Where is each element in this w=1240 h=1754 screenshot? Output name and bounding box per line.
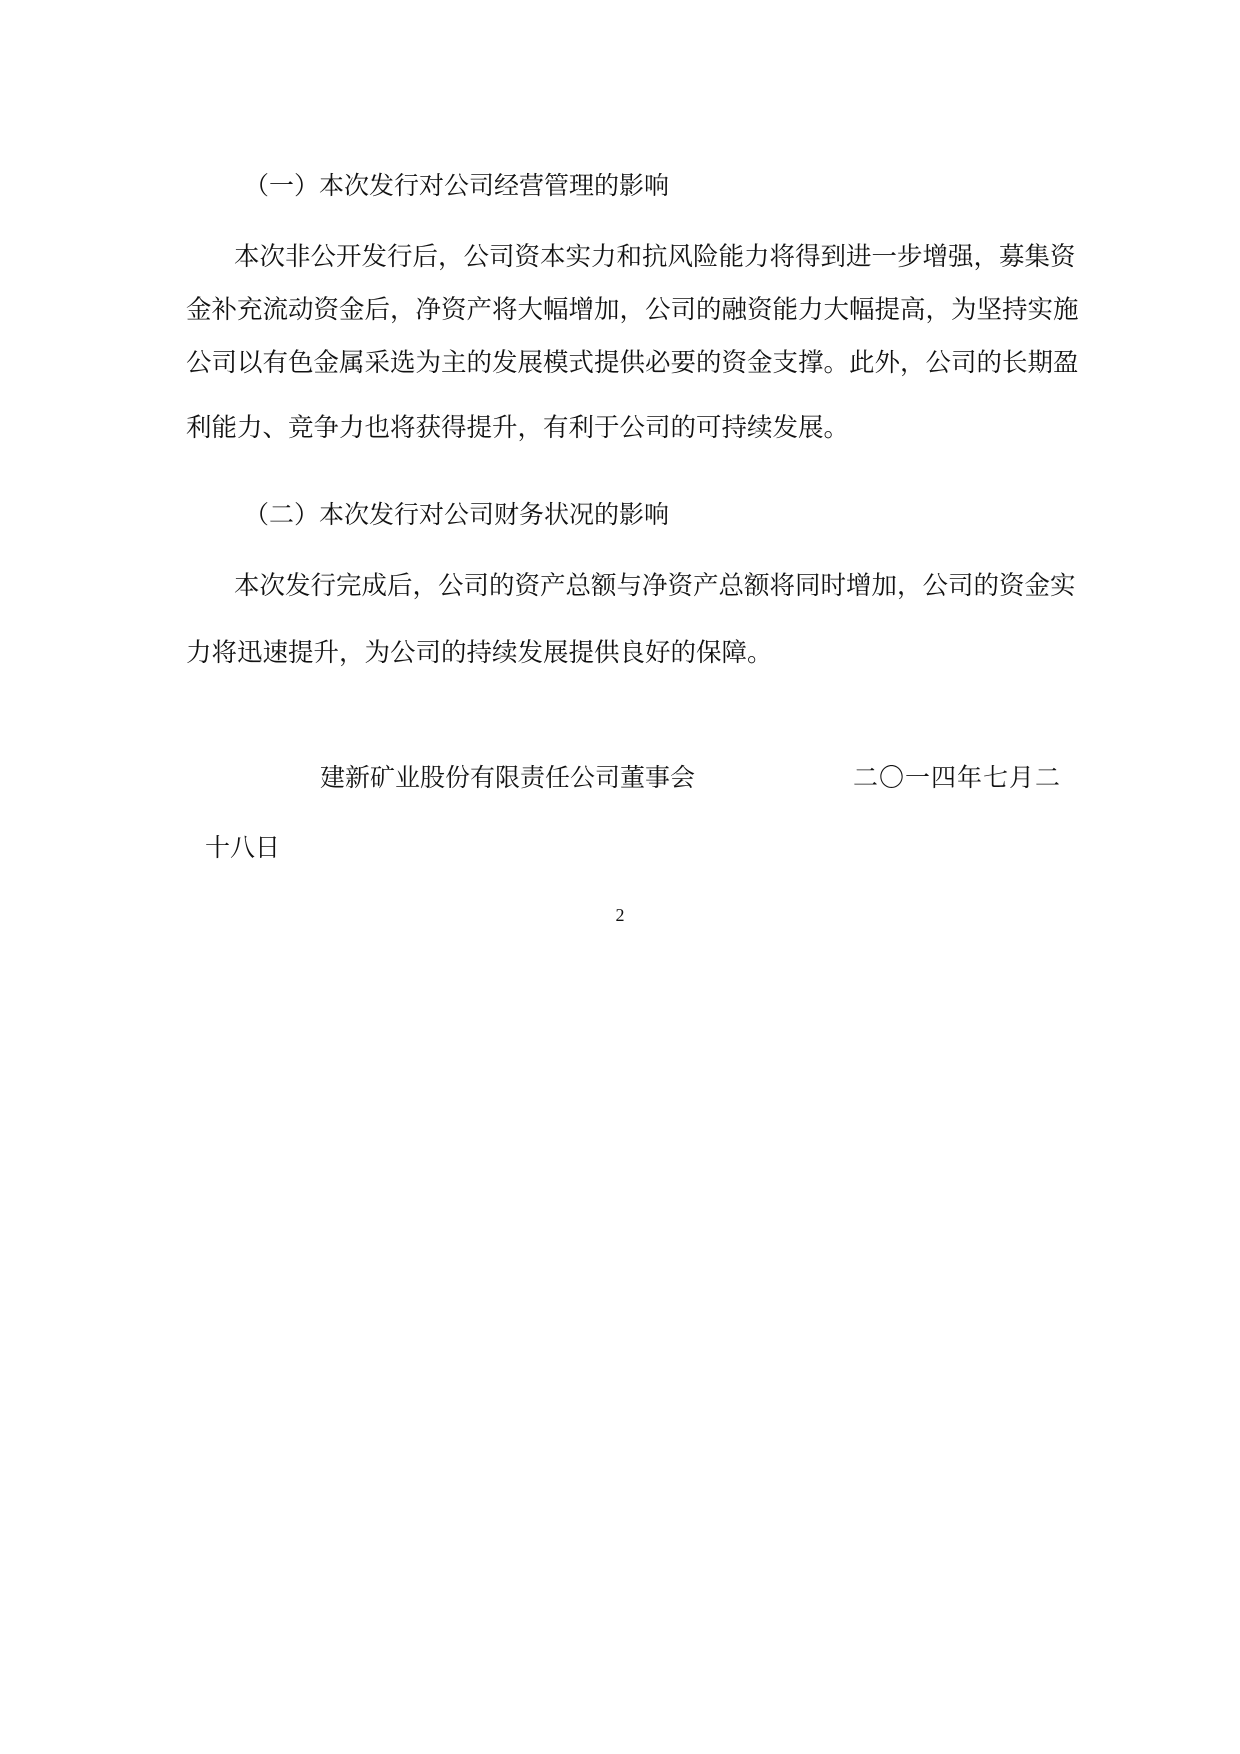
paragraph-2-line-2-text: 力将迅速提升，为公司的持续发展提供良好的保障。 xyxy=(186,638,773,668)
paragraph-2-line-1-text: 本次发行完成后，公司的资产总额与净资产总额将同时增加，公司的资金实 xyxy=(234,571,1076,601)
paragraph-2-line-2 xyxy=(186,637,1068,669)
paragraph-2-line-1 xyxy=(186,570,1076,602)
date-line-2: 十八日 xyxy=(205,833,281,862)
page-number: 2 xyxy=(615,905,625,925)
date-line-1: 二〇一四年七月二 xyxy=(853,763,1062,792)
paragraph-1-line-4-text: 利能力、竞争力也将获得提升，有利于公司的可持续发展。 xyxy=(186,413,850,443)
paragraph-1-line-2 xyxy=(186,294,1079,326)
section-heading-2: （二）本次发行对公司财务状况的影响 xyxy=(244,500,670,529)
paragraph-1-line-1-text: 本次非公开发行后，公司资本实力和抗风险能力将得到进一步增强，募集资 xyxy=(234,242,1076,272)
paragraph-1-line-1 xyxy=(186,241,1076,273)
paragraph-1-line-3 xyxy=(186,347,1079,379)
section-heading-1: （一）本次发行对公司经营管理的影响 xyxy=(244,171,670,200)
paragraph-1-line-3-text: 公司以有色金属采选为主的发展模式提供必要的资金支撑。此外，公司的长期盈 xyxy=(186,348,1079,378)
paragraph-1-line-4 xyxy=(186,412,1068,444)
board-signature: 建新矿业股份有限责任公司董事会 xyxy=(320,763,696,792)
paragraph-1-line-2-text: 金补充流动资金后，净资产将大幅增加，公司的融资能力大幅提高，为坚持实施 xyxy=(186,295,1079,325)
